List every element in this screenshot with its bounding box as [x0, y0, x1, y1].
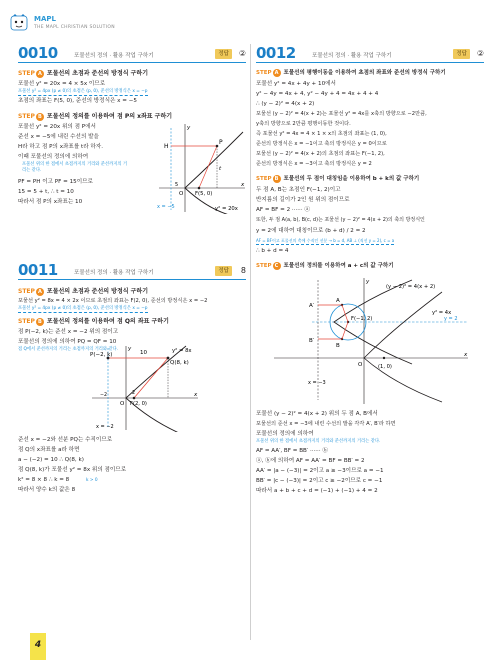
hint-note: k > 0: [86, 478, 98, 483]
step-a-0010: STEP A 포물선의 초점과 준선의 방정식 구하기: [18, 70, 149, 77]
text-line: 포물선 y² = 20x 위의 점 P에서: [18, 124, 96, 130]
label-t: t: [219, 166, 222, 172]
step-a-0011: STEP A 포물선의 초점과 준선의 방정식 구하기: [18, 288, 149, 295]
problem-topic: 포물선의 정의 · 활용 작업 구하기: [74, 53, 154, 59]
text-line: y² − 4y = 4x + 4, y² − 4y + 4 = 4x + 4 + 4: [256, 91, 379, 97]
text-line: AA′ = |a − (−3)| = 2이고 a ≥ −3이므로 a = −1: [256, 468, 384, 474]
text-line: 포물선 (y − 2)² = 4(x + 2)의 초점의 좌표는 F(−1, 2),: [256, 151, 385, 157]
label-h: H: [164, 143, 169, 150]
answer-badge: 정답: [215, 266, 232, 276]
label-a: A: [336, 298, 340, 304]
label-p: P(−2, k): [90, 352, 113, 358]
answer-badge: 정답: [215, 49, 232, 59]
text-line: 점 P(−2, k)는 준선 x = −2 위의 점이고: [18, 329, 119, 335]
label-axis: y = 2: [444, 316, 458, 322]
parabola-graph-0011: [90, 344, 200, 432]
hint-note: 포물선 y² = 4px (p ≠ 0)의 초점은 (p, 0), 준선의 방정식은 x = −p: [18, 89, 148, 94]
label-x: x: [194, 392, 198, 398]
text-line: 포물선 y² = 4x + 4y + 10에서: [256, 81, 336, 87]
page-number-tab: [30, 633, 46, 660]
parabola-graph-0010: [155, 122, 247, 214]
label-f: F(2, 0): [130, 401, 147, 407]
text-line: AF = BF = 2 ······ ⓐ: [256, 207, 310, 213]
problem-topic: 포물선의 정의 · 활용 작업 구하기: [312, 53, 392, 59]
text-line: 점 Q(8, k)가 포물선 y² = 8x 위의 점이므로: [18, 467, 127, 473]
step-b-0011: STEP B 포물선의 정의를 이용하여 점 Q의 좌표 구하기: [18, 318, 169, 325]
text-line: 따라서 양수 k의 값은 8: [18, 487, 76, 493]
label-directrix: x = −3: [308, 380, 326, 386]
text-line: 점 Q의 x좌표를 a라 하면: [18, 447, 80, 453]
text-line: 따라서 점 P의 x좌표는 10: [18, 199, 83, 205]
page-header: [10, 14, 230, 36]
hint-note: AF = BF이고 포물선의 축에 수직인 선분 → b = d, AB ⊥ (직선 y = 2), c = a: [256, 238, 395, 243]
step-b-0012: STEP B 포물선의 두 점이 대칭임을 이용하여 b + k의 값 구하기: [256, 176, 420, 182]
step-a-0012: STEP A 포물선의 평행이동을 이용하여 초점의 좌표와 준선의 방정식 구하기: [256, 70, 446, 76]
label-directrix: x = −2: [96, 424, 114, 430]
label-a-prime: A′: [309, 303, 315, 309]
label-b: B: [336, 343, 340, 349]
label-p: P: [219, 139, 223, 146]
page-number: 4: [34, 640, 42, 650]
answer-badge: 정답: [453, 49, 470, 59]
text-line: 포물선의 정의에 의하여: [256, 431, 314, 437]
label-one-zero: (1, 0): [378, 364, 392, 370]
mascot-logo-icon: [10, 14, 28, 32]
text-line: 포물선의 준선 x = −3에 내린 수선의 발을 각각 A′, B′라 하면: [256, 421, 396, 427]
text-line: 포물선 y² = 20x = 4 × 5x 이므로: [18, 81, 106, 87]
hint-note: 점 Q에서 준선까지의 거리는 초점까지의 거리와 같다.: [18, 347, 119, 352]
text-line: 초점의 좌표는 F(5, 0), 준선의 방정식은 x = −5: [18, 98, 137, 104]
text-line: 준선 x = −5에 내린 수선의 발을: [18, 134, 99, 140]
column-divider: [250, 44, 251, 640]
label-directrix: x = −5: [157, 204, 175, 210]
text-line: ∴ (y − 2)² = 4(x + 2): [256, 101, 315, 107]
text-line: PF = PH 이고 PF = 15이므로: [18, 179, 93, 185]
parabola-graph-0012: [272, 276, 472, 406]
label-eq2: y² = 4x: [432, 310, 452, 316]
label-eq1: (y − 2)² = 4(x + 2): [386, 284, 436, 290]
label-neg2: −2: [100, 393, 108, 398]
text-line: ⓐ, ⓑ에 의하여 AF = AA′ = BF = BB′ = 2: [256, 458, 365, 464]
hint-note: 포물선 위의 한 점에서 초점까지의 거리와 준선까지의 거리는 같다.: [22, 162, 128, 173]
label-o: O: [358, 362, 363, 368]
label-two: 2: [132, 391, 136, 396]
step-c-0012: STEP C 포물선의 정의를 이용하여 a + c의 값 구하기: [256, 263, 394, 269]
brand-name: MAPL: [34, 15, 56, 23]
text-line: AF = AA′, BF = BB′ ······ ⓑ: [256, 448, 328, 454]
text-line: 또한, 두 점 A(a, b), B(c, d)는 포물선 (y − 2)² = 4(x + 2)의 축의 방정식인: [256, 217, 425, 223]
label-y: y: [366, 279, 370, 285]
label-o: O: [179, 191, 184, 197]
label-f: F(−1, 2): [351, 316, 373, 322]
text-line: 준선의 방정식은 x = −1이고 축의 방정식은 y = 0이므로: [256, 141, 387, 147]
label-x: x: [464, 352, 468, 358]
problem-number: 0012: [256, 44, 296, 62]
problem-number: 0011: [18, 261, 58, 279]
text-line: 포물선 y² = 8x = 4 × 2x 이므로 초점의 좌표는 F(2, 0), 준선의 방정식은 x = −2: [18, 298, 208, 304]
label-y: y: [128, 346, 132, 352]
text-line: k² = 8 × 8 ∴ k = 8: [18, 477, 70, 483]
label-o: O: [120, 401, 125, 407]
text-line: 이때 포물선의 정의에 의하여: [18, 154, 89, 160]
text-line: 두 점 A, B는 초점인 F(−1, 2)이고: [256, 187, 341, 193]
text-line: 반지름의 길이가 2인 원 위의 점이므로: [256, 197, 350, 203]
problem-header-0011: [18, 261, 246, 280]
text-line: 준선 x = −2와 선분 PQ는 수직이므로: [18, 437, 113, 443]
text-line: 15 = 5 + t, ∴ t = 10: [18, 189, 74, 195]
text-line: 포물선의 정의에 의하여 PQ = QF = 10: [18, 339, 117, 345]
brand-subtitle: THE MAPL CHRISTIAN SOLUTION: [34, 25, 115, 30]
text-line: BB′ = |c − (−3)| = 2이고 c ≥ −2이므로 c = −1: [256, 478, 383, 484]
answer-value: 8: [240, 266, 246, 275]
text-line: 따라서 a + b + c + d = (−1) + (−1) + 4 = 2: [256, 488, 378, 494]
label-q: Q(8, k): [170, 360, 189, 366]
problem-topic: 포물선의 정의 · 활용 작업 구하기: [74, 270, 154, 276]
label-curve: y² = 8x: [172, 348, 192, 354]
hint-note: 포물선 위의 한 점에서 초점까지의 거리와 준선까지의 거리는 같다.: [256, 439, 381, 444]
label-five: 5: [175, 182, 179, 188]
label-y: y: [187, 125, 191, 131]
label-ten: 10: [140, 350, 147, 356]
problem-number: 0010: [18, 44, 58, 62]
text-line: 준선의 방정식은 x = −3이고 축의 방정식은 y = 2: [256, 161, 372, 167]
problem-header-0012: [256, 44, 484, 63]
text-line: 포물선 (y − 2)² = 4(x + 2) 위의 두 점 A, B에서: [256, 411, 378, 417]
text-line: H라 하고 점 P의 x좌표를 t라 하자.: [18, 144, 103, 150]
text-line: ∴ b + d = 4: [256, 248, 289, 254]
text-line: a − (−2) = 10 ∴ Q(8, k): [18, 457, 84, 463]
answer-value: ②: [238, 49, 246, 58]
label-f: F(5, 0): [195, 191, 213, 197]
text-line: 포물선 (y − 2)² = 4(x + 2)는 포물선 y² = 4x를 x축의 방향으로 −2만큼,: [256, 111, 427, 117]
problem-header-0010: [18, 44, 246, 63]
step-b-0010: STEP B 포물선의 정의를 이용하여 점 P의 x좌표 구하기: [18, 113, 173, 120]
label-x: x: [241, 182, 245, 188]
label-curve: y² = 20x: [215, 206, 238, 212]
text-line: 즉 포물선 y² = 4x = 4 × 1 × x의 초점의 좌표는 (1, 0),: [256, 131, 387, 137]
label-b-prime: B′: [309, 338, 315, 344]
hint-note: 포물선 y² = 4px (p ≠ 0)의 초점은 (p, 0), 준선의 방정식은 x = −p: [18, 306, 148, 311]
text-line: y = 2에 대하여 대칭이므로 (b + d) / 2 = 2: [256, 228, 366, 234]
answer-value: ②: [476, 49, 484, 58]
text-line: y축의 방향으로 2만큼 평행이동한 것이다.: [256, 121, 351, 127]
